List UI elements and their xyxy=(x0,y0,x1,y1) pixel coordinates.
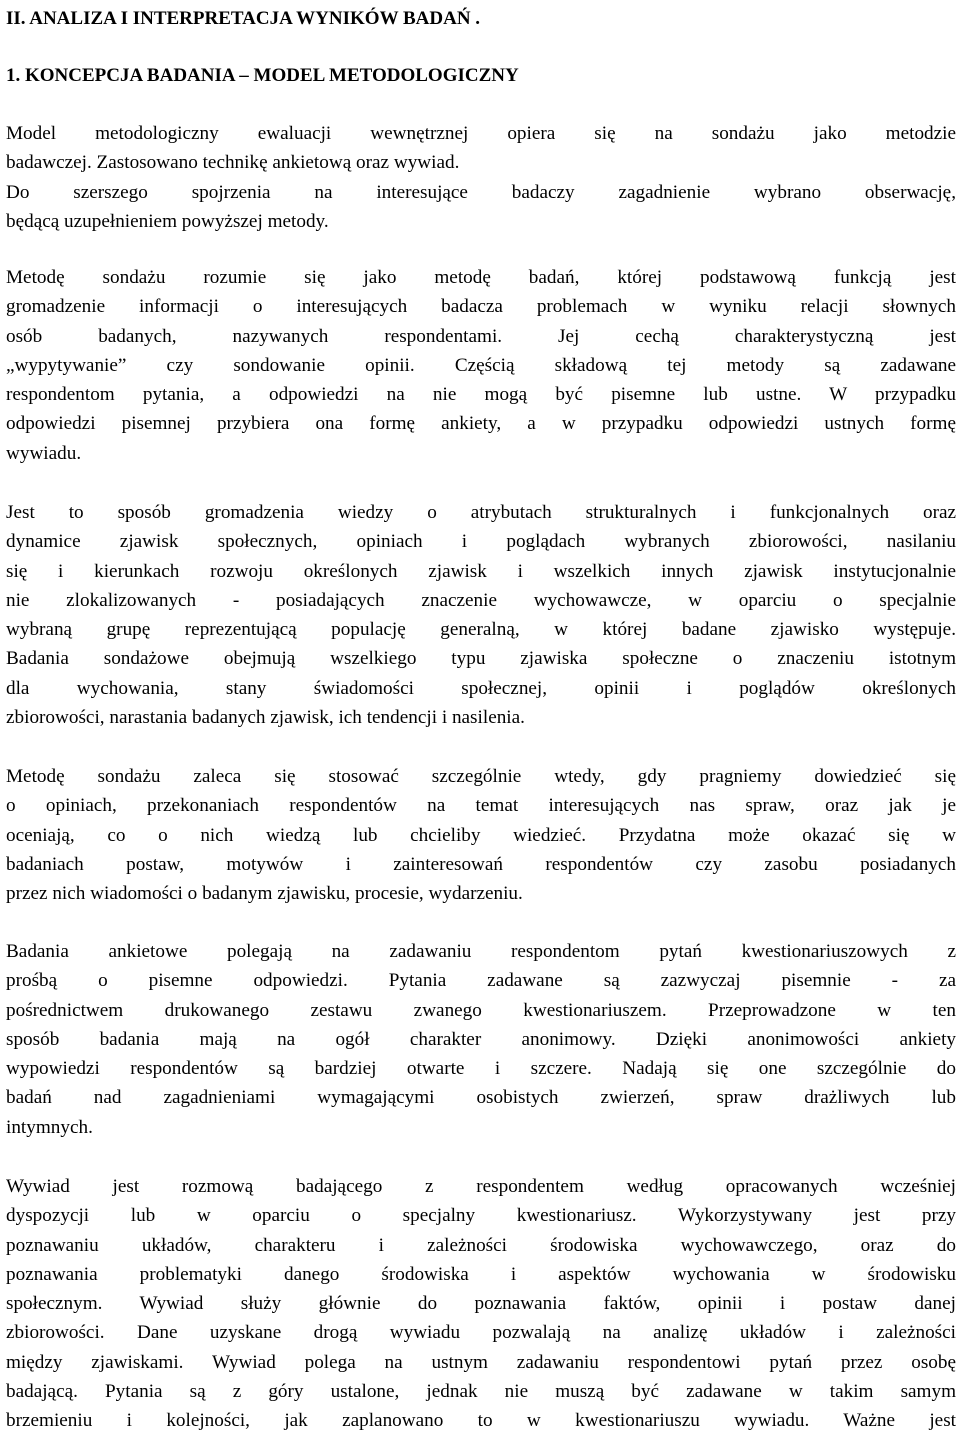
paragraph-line: poznawania problematyki danego środowiska i aspektów wychowania w środowisku xyxy=(6,1263,956,1285)
paragraph-line: nie zlokalizowanych - posiadających znaczenie wychowawcze, w oparciu o specjalnie xyxy=(6,589,956,611)
paragraph-line: badającą. Pytania są z góry ustalone, jednak nie muszą być zadawane w takim samym xyxy=(6,1381,956,1403)
paragraph-methodology-model xyxy=(6,119,956,236)
paragraph-survey-usage xyxy=(6,762,956,908)
paragraph-line: Model metodologiczny ewaluacji wewnętrznej opiera się na sondażu jako metodzie xyxy=(6,123,956,144)
paragraph-line: o opiniach, przekonaniach respondentów na temat interesujących nas spraw, oraz jak je xyxy=(6,795,956,817)
paragraph-line: Metodę sondażu zaleca się stosować szczególnie wtedy, gdy pragniemy dowiedzieć się xyxy=(6,766,956,787)
paragraph-line: wypowiedzi respondentów są bardziej otwarte i szczere. Nadają się one szczególnie do xyxy=(6,1058,956,1080)
paragraph-line: osób badanych, nazywanych respondentami. Jej cechą charakterystyczną jest xyxy=(6,325,956,347)
paragraph-survey-definition xyxy=(6,263,956,468)
paragraph-line: odpowiedzi pisemnej przybiera ona formę ankiety, a w przypadku odpowiedzi ustnych formę xyxy=(6,413,956,435)
paragraph-line: dyspozycji lub w oparciu o specjalny kwestionariusz. Wykorzystywany jest przy xyxy=(6,1205,956,1227)
paragraph-questionnaire xyxy=(6,937,956,1142)
paragraph-line: zbiorowości, narastania badanych zjawisk, ich tendencji i nasilenia. xyxy=(6,707,525,729)
paragraph-line: wybraną grupę reprezentującą populację generalną, w której badane zjawisko występuje. xyxy=(6,619,956,641)
paragraph-line: społecznym. Wywiad służy głównie do poznawania faktów, opinii i postaw danej xyxy=(6,1293,956,1315)
paragraph-line: zbiorowości. Dane uzyskane drogą wywiadu pozwalają na analizę układów i zależności xyxy=(6,1322,956,1344)
paragraph-line: badawczej. Zastosowano technikę ankietową oraz wywiad. xyxy=(6,152,460,174)
subsection-heading: 1. KONCEPCJA BADANIA – MODEL METODOLOGICZNY xyxy=(6,65,519,86)
paragraph-knowledge-gathering xyxy=(6,498,956,732)
paragraph-line: sposób badania mają na ogół charakter anonimowy. Dzięki anonimowości ankiety xyxy=(6,1028,956,1050)
section-heading: II. ANALIZA I INTERPRETACJA WYNIKÓW BADAŃ . xyxy=(6,8,481,29)
paragraph-line: gromadzenie informacji o interesujących badacza problemach w wyniku relacji słownych xyxy=(6,296,956,318)
paragraph-line: Wywiad jest rozmową badającego z respondentem według opracowanych wcześniej xyxy=(6,1176,956,1197)
paragraph-line: przez nich wiadomości o badanym zjawisku, procesie, wydarzeniu. xyxy=(6,883,523,905)
paragraph-line: będącą uzupełnieniem powyższej metody. xyxy=(6,210,329,232)
paragraph-line: poznawaniu układów, charakteru i zależności środowiska wychowawczego, oraz do xyxy=(6,1234,956,1256)
paragraph-interview xyxy=(6,1172,956,1436)
paragraph-line: badań nad zagadnieniami wymagającymi osobistych zwierzeń, spraw drażliwych lub xyxy=(6,1087,956,1109)
paragraph-line: brzemieniu i kolejności, jak zaplanowano to w kwestionariuszu wywiadu. Ważne jest xyxy=(6,1410,956,1432)
paragraph-line: badaniach postaw, motywów i zainteresowań respondentów czy zasobu posiadanych xyxy=(6,853,956,875)
paragraph-line: Jest to sposób gromadzenia wiedzy o atrybutach strukturalnych i funkcjonalnych oraz xyxy=(6,502,956,523)
paragraph-line: respondentom pytania, a odpowiedzi na nie mogą być pisemne lub ustne. W przypadku xyxy=(6,384,956,406)
paragraph-line: Metodę sondażu rozumie się jako metodę badań, której podstawową funkcją jest xyxy=(6,267,956,288)
paragraph-line: między zjawiskami. Wywiad polega na ustnym zadawaniu respondentowi pytań przez osobę xyxy=(6,1351,956,1373)
paragraph-line: pośrednictwem drukowanego zestawu zwanego kwestionariuszem. Przeprowadzone w ten xyxy=(6,999,956,1021)
paragraph-line: oceniają, co o nich wiedzą lub chcieliby wiedzieć. Przydatna może okazać się w xyxy=(6,824,956,846)
paragraph-line: „wypytywanie” czy sondowanie opinii. Częścią składową tej metody są zadawane xyxy=(6,354,956,376)
paragraph-line: Badania ankietowe polegają na zadawaniu respondentom pytań kwestionariuszowych z xyxy=(6,941,956,962)
paragraph-line: dynamice zjawisk społecznych, opiniach i poglądach wybranych zbiorowości, nasilaniu xyxy=(6,531,956,553)
document-page xyxy=(6,0,956,1436)
paragraph-line: wywiadu. xyxy=(6,442,82,464)
paragraph-line: prośbą o pisemne odpowiedzi. Pytania zadawane są zazwyczaj pisemnie - za xyxy=(6,970,956,992)
paragraph-line: się i kierunkach rozwoju określonych zjawisk i wszelkich innych zjawisk instytucjonalnie xyxy=(6,560,956,582)
paragraph-line: Do szerszego spojrzenia na interesujące badaczy zagadnienie wybrano obserwację, xyxy=(6,181,956,203)
paragraph-line: dla wychowania, stany świadomości społecznej, opinii i poglądów określonych xyxy=(6,677,956,699)
paragraph-line: Badania sondażowe obejmują wszelkiego typu zjawiska społeczne o znaczeniu istotnym xyxy=(6,648,956,670)
paragraph-line: intymnych. xyxy=(6,1116,93,1138)
